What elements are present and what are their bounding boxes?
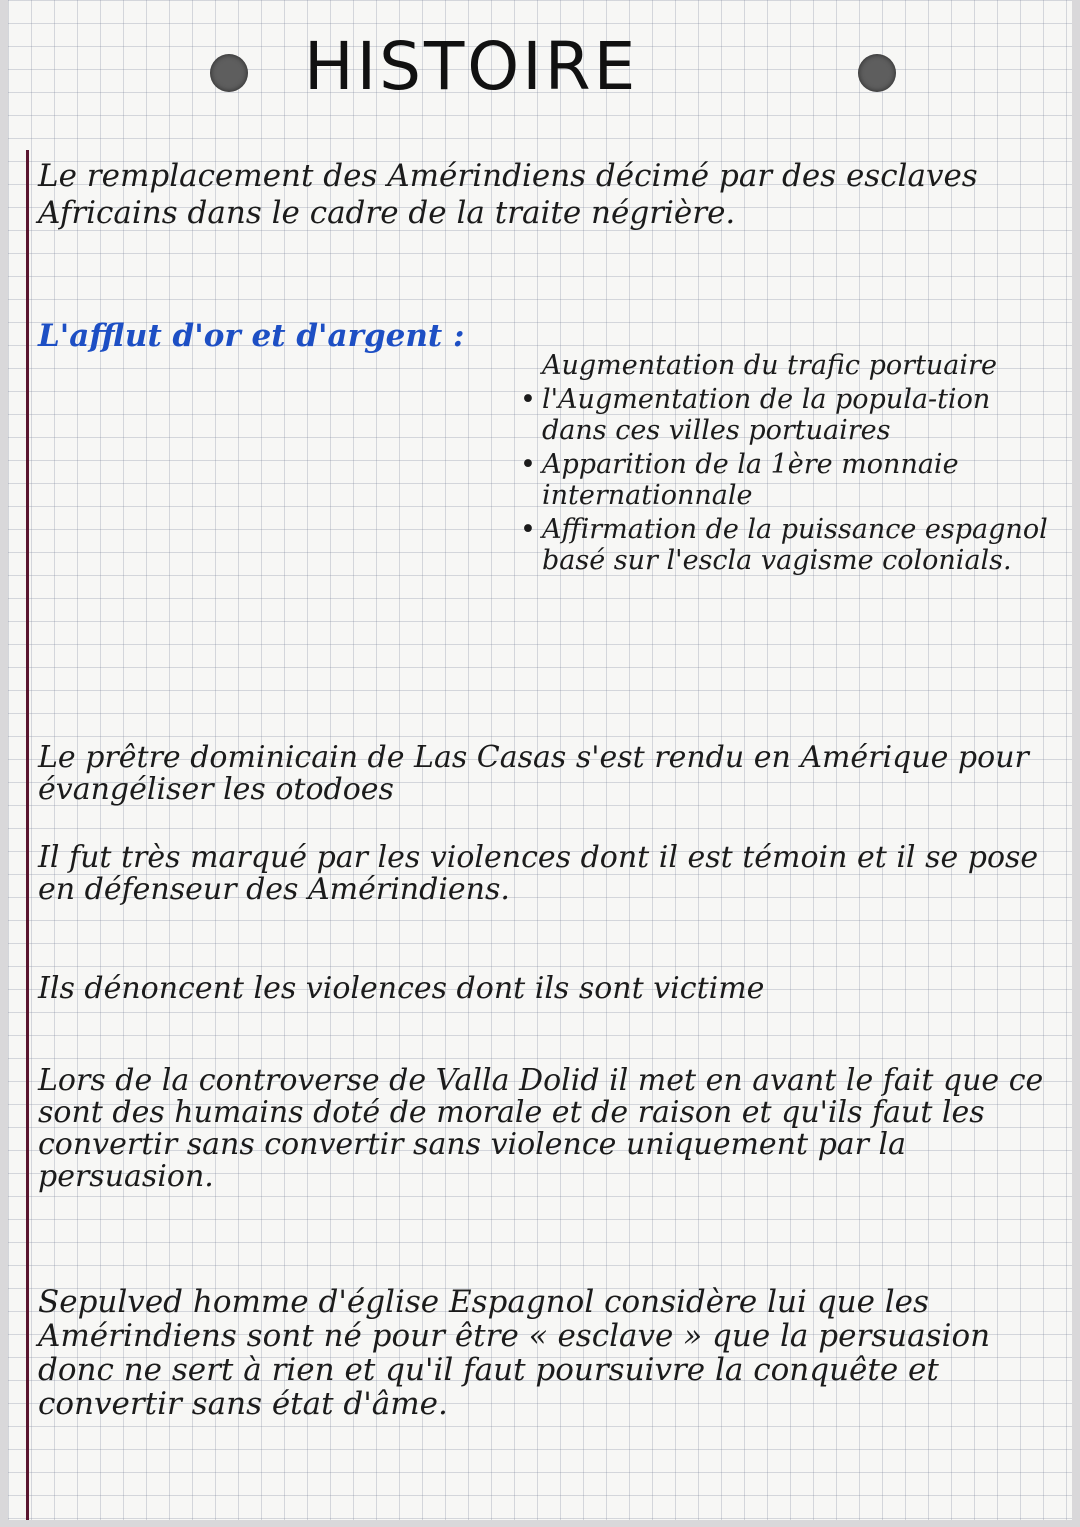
paragraph-denounce: Ils dénoncent les violences dont ils sont victime — [38, 971, 765, 1006]
list-item: • Apparition de la 1ère monnaie internationnale — [520, 449, 1060, 511]
section-heading: L'afflut d'or et d'argent : — [38, 318, 465, 354]
punch-hole-right — [858, 54, 896, 92]
list-item: • Affirmation de la puissance espagnol basé sur l'escla vagisme colonials. — [520, 514, 1060, 576]
intro-text: Le remplacement des Amérindiens décimé par des esclaves Africains dans le cadre de la traite négrière. — [38, 158, 978, 231]
punch-hole-left — [210, 54, 248, 92]
margin-line — [26, 150, 29, 1520]
list-item: Augmentation du trafic portuaire — [542, 350, 997, 381]
list-item: • l'Augmentation de la popula-tion dans ces villes portuaires — [520, 384, 1060, 446]
paragraph-witness: Il fut très marqué par les violences dont il est témoin et il se pose en défenseur des Amérindiens. — [38, 840, 1039, 907]
paragraph-sepulveda: Sepulved homme d'église Espagnol considère lui que les Amérindiens sont né pour être « esclave » que la persuasion donc ne sert à rien et qu'il faut poursuivre la conquête et convertir sans état d'âme. — [38, 1284, 991, 1422]
notebook-page — [8, 0, 1072, 1520]
consequences-list — [520, 350, 1060, 579]
paragraph-las-casas: Le prêtre dominicain de Las Casas s'est rendu en Amérique pour évangéliser les otodoes — [38, 740, 1029, 807]
page-title: HISTOIRE — [304, 28, 639, 105]
paragraph-valladolid: Lors de la controverse de Valla Dolid il met en avant le fait que ce sont des humains doté de morale et de raison et qu'ils faut les convertir sans convertir sans violence uniquement par la persuasion. — [38, 1063, 1044, 1194]
